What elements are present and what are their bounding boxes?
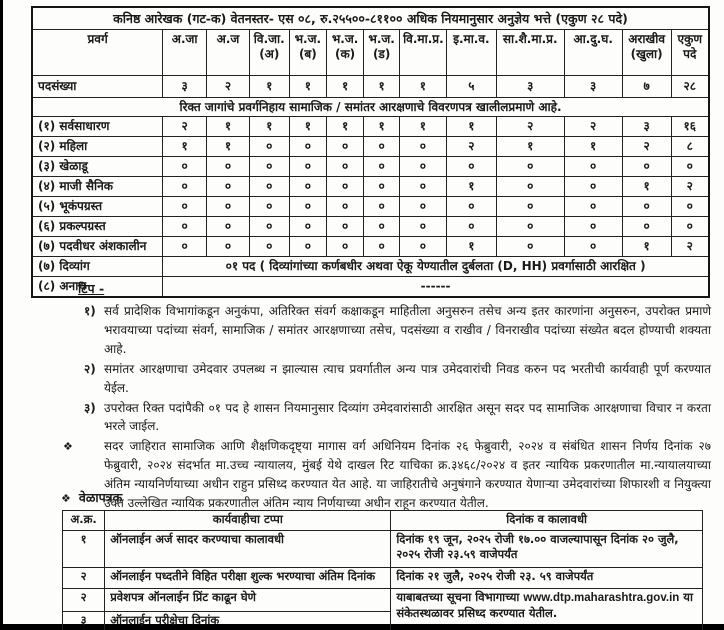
note-marker: २) xyxy=(84,361,96,376)
schedule-header-row xyxy=(63,511,703,531)
category-value: १ xyxy=(207,137,250,157)
post-count-value: २ xyxy=(207,76,250,98)
category-value: ० xyxy=(364,237,400,257)
post-count-value: २८ xyxy=(671,76,709,98)
category-row xyxy=(32,197,709,217)
divyang-label: (७) दिव्यांग xyxy=(32,257,163,277)
category-value: ० xyxy=(400,137,447,157)
category-value: ० xyxy=(326,137,363,157)
category-value: ० xyxy=(446,157,496,177)
category-value: ० xyxy=(326,177,363,197)
column-header-label: अ.जा xyxy=(171,32,198,46)
category-label: (४) माजी सैनिक xyxy=(32,177,163,197)
column-header xyxy=(622,30,671,76)
post-count-value: १ xyxy=(364,76,400,98)
note-marker: ३) xyxy=(84,400,96,415)
schedule-stage: प्रवेशपत्र ऑनलाईन प्रिंट काढून घेणे xyxy=(105,589,391,612)
column-header xyxy=(326,30,363,76)
category-value: ० xyxy=(671,197,709,217)
schedule-column-header: अ.क्र. xyxy=(63,511,105,531)
post-count-value: १ xyxy=(326,76,363,98)
category-value: ० xyxy=(326,157,363,177)
note-text: समांतर आरक्षणाचा उमेदवार उपलब्ध न झाल्यास त्याच प्रवर्गातील अन्य पात्र उमेदवारांची निवड करुन पद भरतीची कार्यवाही पूर्ण करण्यात येईल. xyxy=(104,361,711,395)
category-value: २ xyxy=(622,137,671,157)
schedule-column-header: दिनांक व कालावधी xyxy=(391,511,703,531)
category-value: १ xyxy=(446,177,496,197)
category-value: ० xyxy=(446,217,496,237)
category-value: ० xyxy=(622,157,671,177)
reservation-subtitle: रिक्त जागांचे प्रवर्गनिहाय सामाजिक / समांतर आरक्षणाचे विवरणपत्र खालीलप्रमाणे आहे. xyxy=(32,98,709,117)
anath-label: (८) अनाथ xyxy=(32,277,163,298)
category-value: ० xyxy=(564,157,622,177)
column-header xyxy=(446,30,496,76)
divyang-reservation-text: ०१ पद ( दिव्यांगांच्या कर्णबधीर अथवा ऐकू येण्यातील दुर्बलता (D, HH) प्रवर्गासाठी आरक्षित ) xyxy=(163,257,709,277)
column-header-subline: (अ) xyxy=(259,47,280,61)
note-text: सदर जाहिरात सामाजिक आणि शैक्षणिकदृष्ट्या मागास वर्ग अधिनियम दिनांक २६ फेब्रुवारी, २०२४ व संबंधित शासन निर्णय दिनांक २७ फेब्रुवारी, २०२४ संदर्भात मा.उच्च न्यायालय, मुंबई येथे दाखल रिट याचिका क्र.३४६८/२०२४ व इतर न्यायिक प्रकरणातील मा.न्यायालयाच्या अंतिम न्यायनिर्णयाच्या अधीन राहुन प्रसिध्द करण्यात येत आहे. या जाहिरातीचे अनुषंगाने करण्यात येणाऱ्या उमेदवारांच्या शिफारशी व नियुक्त्या उक्त उल्लेखित न्यायिक प्रकरणातील अंतिम न्याय निर्णयाच्या अधीन राहून करण्यात येतील. xyxy=(104,439,711,511)
note-text: उपरोक्त रिक्त पदांपैकी ०१ पद हे शासन नियमानुसार दिव्यांग उमेदवारांसाठी आरक्षित असून सदर पद सामाजिक आरक्षणाचा विचार न करता भरले जाईल. xyxy=(104,400,711,434)
category-value: २ xyxy=(163,117,207,137)
note-item xyxy=(84,360,711,398)
category-value: ० xyxy=(364,177,400,197)
category-value: ० xyxy=(400,197,447,217)
category-label: (५) भूकंपग्रस्त xyxy=(32,197,163,217)
column-header xyxy=(496,30,564,76)
note-marker: १) xyxy=(84,303,96,318)
column-header xyxy=(163,30,207,76)
category-value: ० xyxy=(400,237,447,257)
post-count-value: ७ xyxy=(622,76,671,98)
column-header-label: भ.ज. xyxy=(294,32,322,46)
subtitle-row xyxy=(32,98,709,117)
category-value: ० xyxy=(249,217,289,237)
schedule-stage: ऑनलाईन पध्दतीने विहित परीक्षा शुल्क भरण्याचा अंतिम दिनांक xyxy=(105,568,391,589)
schedule-sr: १ xyxy=(63,531,105,568)
column-header xyxy=(564,30,622,76)
category-label: (६) प्रकल्पग्रस्त xyxy=(32,217,163,237)
post-title: कनिष्ठ आरेखक (गट-क) वेतनस्तर- एस ०८, रु.२५५००-८११०० अधिक नियमानुसार अनुज्ञेय भत्ते (एकुण २८ पदे) xyxy=(32,7,709,30)
category-rows xyxy=(32,117,709,257)
website-url: www.dtp.maharashtra.gov.in xyxy=(523,592,680,604)
notes-list xyxy=(63,302,711,513)
category-value: ३ xyxy=(622,117,671,137)
post-count-label: पदसंख्या xyxy=(32,76,163,98)
category-value: ० xyxy=(249,137,289,157)
category-value: १६ xyxy=(671,117,709,137)
category-value: ० xyxy=(207,177,250,197)
column-header-label: इ.मा.व. xyxy=(453,32,490,46)
category-value: ० xyxy=(564,237,622,257)
category-value: ० xyxy=(163,197,207,217)
category-value: ० xyxy=(163,217,207,237)
category-value: ० xyxy=(364,137,400,157)
category-value: ० xyxy=(446,197,496,217)
vacancy-table xyxy=(31,6,710,298)
category-label: (३) खेळाडू xyxy=(32,157,163,177)
category-value: १ xyxy=(400,117,447,137)
category-value: ० xyxy=(400,157,447,177)
post-count-value: १ xyxy=(289,76,326,98)
category-value: १ xyxy=(249,117,289,137)
category-value: ० xyxy=(564,197,622,217)
column-header-label: एकुण xyxy=(677,32,703,46)
category-value: १ xyxy=(207,117,250,137)
category-value: ० xyxy=(671,157,709,177)
note-text: सर्व प्रादेशिक विभागांकडून अनुकंपा, अतिरिक्त संवर्ग कक्षाकडून माहितीला अनुसरुन तसेच अन्य इतर कारणांना अनुसरुन, उपरोक्त प्रमाणे भरावयाच्या पदांच्या संवर्ग, सामाजिक / समांतर आरक्षणाच्या तसेच, पदसंख्या व राखीव / विनराखीव पदांच्या संख्येत बदल होण्याची शक्यता आहे. xyxy=(104,303,711,356)
category-row xyxy=(32,217,709,237)
column-header-label: वि.जा. xyxy=(253,32,285,46)
column-header-label: प्रवर्ग xyxy=(87,32,108,46)
category-value: ० xyxy=(326,237,363,257)
category-value: १ xyxy=(326,117,363,137)
category-value: ० xyxy=(496,177,564,197)
notes-heading: टिप - xyxy=(78,281,105,296)
header-row xyxy=(32,30,709,76)
category-value: १ xyxy=(564,137,622,157)
note-item xyxy=(84,302,711,359)
category-value: ० xyxy=(163,177,207,197)
category-value: ० xyxy=(207,217,250,237)
category-value: ० xyxy=(249,197,289,217)
schedule-sr: २ xyxy=(63,589,105,612)
category-value: १ xyxy=(163,137,207,157)
post-count-value: ३ xyxy=(496,76,564,98)
category-value: ० xyxy=(207,237,250,257)
column-header-subline: (क) xyxy=(334,47,356,61)
category-value: ० xyxy=(496,157,564,177)
column-header xyxy=(32,30,163,76)
category-row xyxy=(32,177,709,197)
column-header-label: अराखीव xyxy=(628,32,666,46)
schedule-table xyxy=(62,510,703,630)
category-row xyxy=(32,137,709,157)
category-label: (२) महिला xyxy=(32,137,163,157)
category-value: ० xyxy=(326,197,363,217)
post-count-row xyxy=(32,76,709,98)
category-value: १ xyxy=(446,117,496,137)
category-value: ० xyxy=(496,217,564,237)
schedule-row xyxy=(63,589,703,612)
schedule-column-header: कार्यवाहीचा टप्पा xyxy=(105,511,391,531)
category-value: २ xyxy=(496,117,564,137)
category-row xyxy=(32,157,709,177)
column-header-label: वि.मा.प्र. xyxy=(403,32,444,46)
category-value: २ xyxy=(671,237,709,257)
category-value: ० xyxy=(400,177,447,197)
category-value: ० xyxy=(671,217,709,237)
category-value: २ xyxy=(564,117,622,137)
category-value: ० xyxy=(289,137,326,157)
post-count-value: १ xyxy=(400,76,447,98)
schedule-stage: ऑनलाईन अर्ज सादर करण्याचा कालावधी xyxy=(105,531,391,568)
anath-value: ------ xyxy=(163,277,709,298)
category-value: ० xyxy=(207,197,250,217)
column-header-subline: पदे xyxy=(683,47,697,61)
schedule-period-text: याबाबतच्या सूचना विभागाच्या xyxy=(396,590,524,604)
category-value: ० xyxy=(364,197,400,217)
category-value: ० xyxy=(163,237,207,257)
schedule-heading-row xyxy=(62,489,703,506)
column-header-label: भ.ज. xyxy=(331,32,359,46)
category-value: ० xyxy=(564,177,622,197)
diamond-bullet-icon: ❖ xyxy=(61,492,71,505)
column-header xyxy=(207,30,250,76)
category-value: ० xyxy=(622,197,671,217)
category-value: ० xyxy=(289,217,326,237)
category-label: (१) सर्वसाधारण xyxy=(32,117,163,137)
divyang-row xyxy=(32,257,709,277)
column-header xyxy=(671,30,709,76)
category-value: ० xyxy=(326,217,363,237)
notes-section xyxy=(63,279,711,514)
schedule-period-merged xyxy=(391,589,703,630)
schedule-row xyxy=(63,568,703,589)
category-value: ० xyxy=(564,217,622,237)
category-value: १ xyxy=(496,137,564,157)
category-value: ० xyxy=(289,177,326,197)
post-count-value: ३ xyxy=(564,76,622,98)
category-value: ० xyxy=(249,157,289,177)
schedule-heading: वेळापत्रक xyxy=(78,490,123,505)
post-count-value: ५ xyxy=(446,76,496,98)
category-value: १ xyxy=(364,117,400,137)
schedule-row xyxy=(63,531,703,568)
column-header xyxy=(249,30,289,76)
category-value: ० xyxy=(207,157,250,177)
category-value: १ xyxy=(622,237,671,257)
category-value: ० xyxy=(249,177,289,197)
category-row xyxy=(32,117,709,137)
category-value: ० xyxy=(496,197,564,217)
category-value: १ xyxy=(446,237,496,257)
category-value: ० xyxy=(622,217,671,237)
column-header-label: भ.ज. xyxy=(368,32,395,46)
note-item xyxy=(84,399,711,437)
column-header-subline: (खुला) xyxy=(630,47,663,61)
category-value: ० xyxy=(289,197,326,217)
column-header-subline: (ड) xyxy=(372,47,391,61)
category-value: १ xyxy=(289,117,326,137)
category-value: ० xyxy=(496,237,564,257)
schedule-period: दिनांक २१ जुलै, २०२५ रोजी २३. ५९ वाजेपर्यंत xyxy=(391,568,703,589)
category-value: २ xyxy=(671,177,709,197)
category-row xyxy=(32,237,709,257)
schedule-sr: २ xyxy=(63,568,105,589)
schedule-sr: ३ xyxy=(63,612,105,630)
category-value: ० xyxy=(364,217,400,237)
column-header-label: आ.दु.घ. xyxy=(573,32,613,46)
category-value: ० xyxy=(289,157,326,177)
category-value: ८ xyxy=(671,137,709,157)
category-value: ० xyxy=(289,237,326,257)
schedule-period-text: या संकेतस्थळावर प्रसिध्द करण्यात येतील. xyxy=(396,590,693,620)
scan-edge-left xyxy=(0,0,3,630)
column-header xyxy=(364,30,400,76)
column-header-label: सा.शै.मा.प्र. xyxy=(502,32,558,46)
column-header xyxy=(289,30,326,76)
title-row xyxy=(32,7,709,30)
category-value: ० xyxy=(364,157,400,177)
schedule-period: दिनांक १९ जून, २०२५ रोजी १७.०० वाजल्यापासून दिनांक २० जुलै, २०२५ रोजी २३.५९ वाजेपर्यंत xyxy=(391,531,703,568)
category-label: (७) पदवीधर अंशकालीन xyxy=(32,237,163,257)
column-header-label: अ.ज xyxy=(216,32,240,46)
category-value: ० xyxy=(163,157,207,177)
category-value: २ xyxy=(446,137,496,157)
schedule-section xyxy=(62,489,703,630)
column-header-subline: (ब) xyxy=(298,47,317,61)
category-value: ० xyxy=(249,237,289,257)
post-count-value: ३ xyxy=(163,76,207,98)
category-value: १ xyxy=(622,177,671,197)
note-marker: ❖ xyxy=(63,440,73,454)
column-header xyxy=(400,30,447,76)
category-value: ० xyxy=(400,217,447,237)
post-count-value: १ xyxy=(249,76,289,98)
schedule-stage: ऑनलाईन परीक्षेचा दिनांक xyxy=(105,612,391,630)
